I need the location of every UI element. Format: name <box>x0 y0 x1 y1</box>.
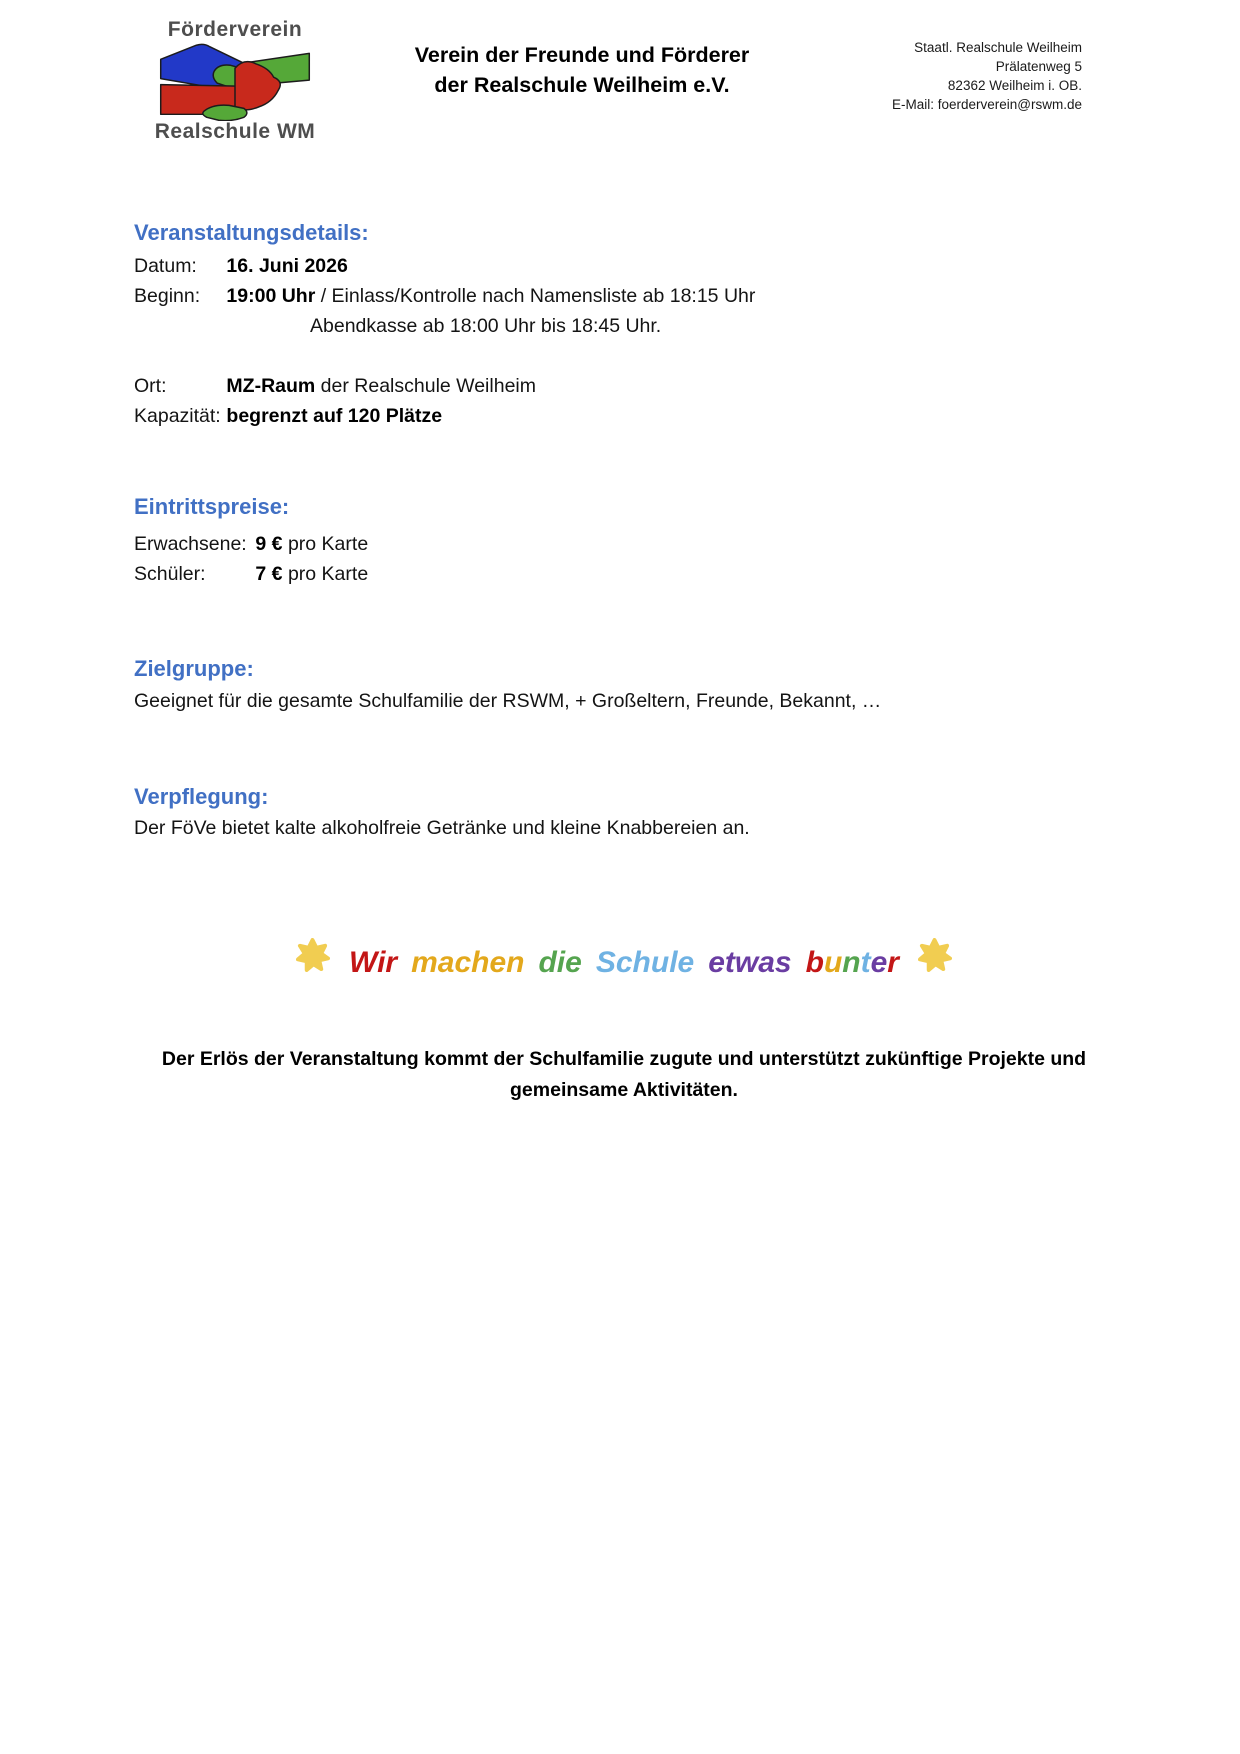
detail-row-abendkasse <box>134 313 1114 339</box>
kapazitaet-label: Kapazität: <box>134 405 221 427</box>
detail-row-kapazitaet <box>134 403 1114 429</box>
slogan-letter: b <box>805 946 824 980</box>
datum-label: Datum: <box>134 255 197 277</box>
closing-statement: Der Erlös der Veranstaltung kommt der Schulfamilie zugute und unterstützt zukünftige Projekte und gemeinsame Aktivitäten. <box>161 1048 1087 1101</box>
price-label: Erwachsene: <box>134 533 247 555</box>
price-amount: 7 € <box>255 563 283 585</box>
org-address <box>822 38 1082 114</box>
sun-icon <box>918 938 952 985</box>
slogan-word: Wir <box>349 946 398 980</box>
address-email: E-Mail: foerderverein@rswm.de <box>891 97 1082 112</box>
address-line: Staatl. Realschule Weilheim <box>914 40 1082 55</box>
slogan-word: etwas <box>708 946 792 980</box>
abendkasse-info: Abendkasse ab 18:00 Uhr bis 18:45 Uhr. <box>310 315 662 337</box>
logo-title-text: Förderverein <box>167 18 303 41</box>
detail-row-ort <box>134 373 1114 399</box>
beginn-label: Beginn: <box>134 285 201 307</box>
detail-row-beginn <box>134 283 1114 309</box>
org-title-line2: der Realschule Weilheim e.V. <box>434 73 730 97</box>
zielgruppe-text: Geeignet für die gesamte Schulfamilie der RSWM, + Großeltern, Freunde, Bekannt, … <box>134 690 882 712</box>
slogan-letter: u <box>823 946 843 980</box>
sun-icon <box>296 938 330 985</box>
org-title <box>372 40 792 100</box>
section-heading-zielgruppe: Zielgruppe: <box>134 656 254 681</box>
slogan-letter: t <box>860 946 871 980</box>
foerderverein-logo <box>138 18 332 144</box>
ort-info: der Realschule Weilheim <box>320 375 536 397</box>
slogan-word: machen <box>411 946 525 980</box>
address-line: Prälatenweg 5 <box>995 59 1082 74</box>
beginn-info: / Einlass/Kontrolle nach Namensliste ab 18:15 Uhr <box>320 285 756 307</box>
section-heading-veranstaltungsdetails: Veranstaltungsdetails: <box>134 220 369 245</box>
slogan-letter: r <box>887 946 899 980</box>
price-suffix: pro Karte <box>287 563 369 585</box>
slogan-word-bunter <box>806 946 899 979</box>
price-suffix: pro Karte <box>287 533 369 555</box>
kapazitaet-value: begrenzt auf 120 Plätze <box>226 405 443 427</box>
slogan-letter: e <box>870 946 888 980</box>
price-amount: 9 € <box>255 533 283 555</box>
section-heading-verpflegung: Verpflegung: <box>134 784 269 809</box>
handshake-logo-image <box>140 43 330 121</box>
slogan-line <box>134 938 1114 991</box>
logo-subtitle-text: Realschule WM <box>154 120 316 143</box>
price-row-schueler <box>134 561 1114 587</box>
datum-value: 16. Juni 2026 <box>226 255 348 277</box>
ort-label: Ort: <box>134 375 167 397</box>
address-line: 82362 Weilheim i. OB. <box>947 78 1082 93</box>
price-row-erwachsene <box>134 531 1114 557</box>
beginn-time: 19:00 Uhr <box>226 285 316 307</box>
slogan-word: Schule <box>595 946 695 980</box>
slogan-letter: n <box>842 946 861 980</box>
ort-value: MZ-Raum <box>226 375 316 397</box>
price-label: Schüler: <box>134 563 206 585</box>
section-heading-eintrittspreise: Eintrittspreise: <box>134 494 290 519</box>
org-title-line1: Verein der Freunde und Förderer <box>414 43 750 67</box>
verpflegung-text: Der FöVe bietet kalte alkoholfreie Getränke und kleine Knabbereien an. <box>134 817 750 839</box>
slogan-word: die <box>538 946 582 980</box>
detail-row-datum <box>134 253 1114 279</box>
